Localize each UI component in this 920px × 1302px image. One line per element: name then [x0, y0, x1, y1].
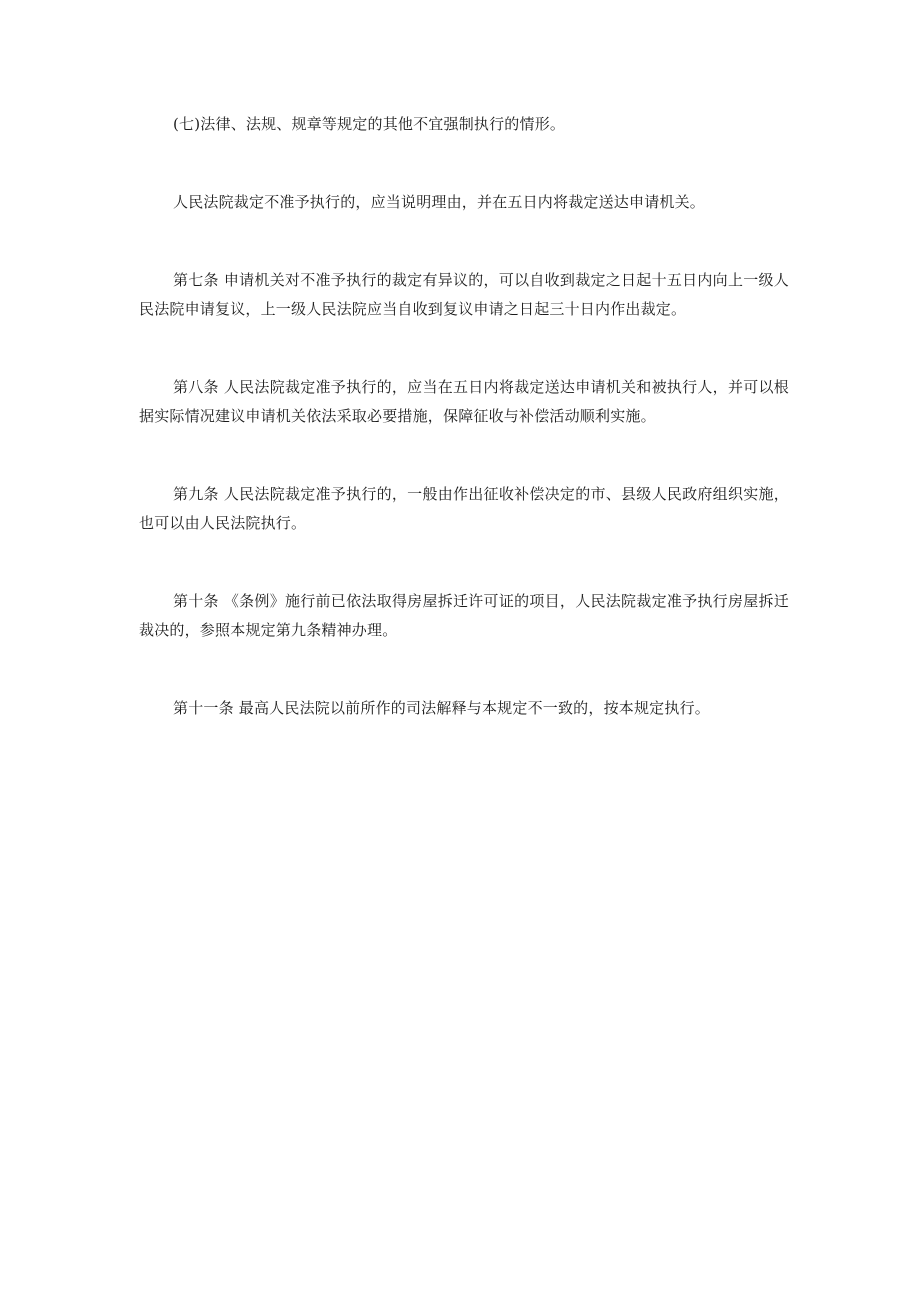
article-11: 第十一条 最高人民法院以前所作的司法解释与本规定不一致的，按本规定执行。	[173, 699, 710, 717]
article-10: 第十条 《条例》施行前已依法取得房屋拆迁许可证的项目，人民法院裁定准予执行房屋拆迁裁决的，参照本规定第九条精神办理。	[139, 592, 789, 639]
paragraph-item-7: (七)法律、法规、规章等规定的其他不宜强制执行的情形。	[173, 115, 566, 133]
article-9: 第九条 人民法院裁定准予执行的，一般由作出征收补偿决定的市、县级人民政府组织实施，也可以由人民法院执行。	[139, 485, 789, 532]
article-7: 第七条 申请机关对不准予执行的裁定有异议的，可以自收到裁定之日起十五日内向上一级人民法院申请复议，上一级人民法院应当自收到复议申请之日起三十日内作出裁定。	[139, 271, 789, 318]
paragraph-refusal-reason: 人民法院裁定不准予执行的，应当说明理由，并在五日内将裁定送达申请机关。	[173, 193, 706, 211]
article-8: 第八条 人民法院裁定准予执行的，应当在五日内将裁定送达申请机关和被执行人，并可以根据实际情况建议申请机关依法采取必要措施，保障征收与补偿活动顺利实施。	[139, 378, 789, 425]
document-body	[139, 110, 789, 723]
